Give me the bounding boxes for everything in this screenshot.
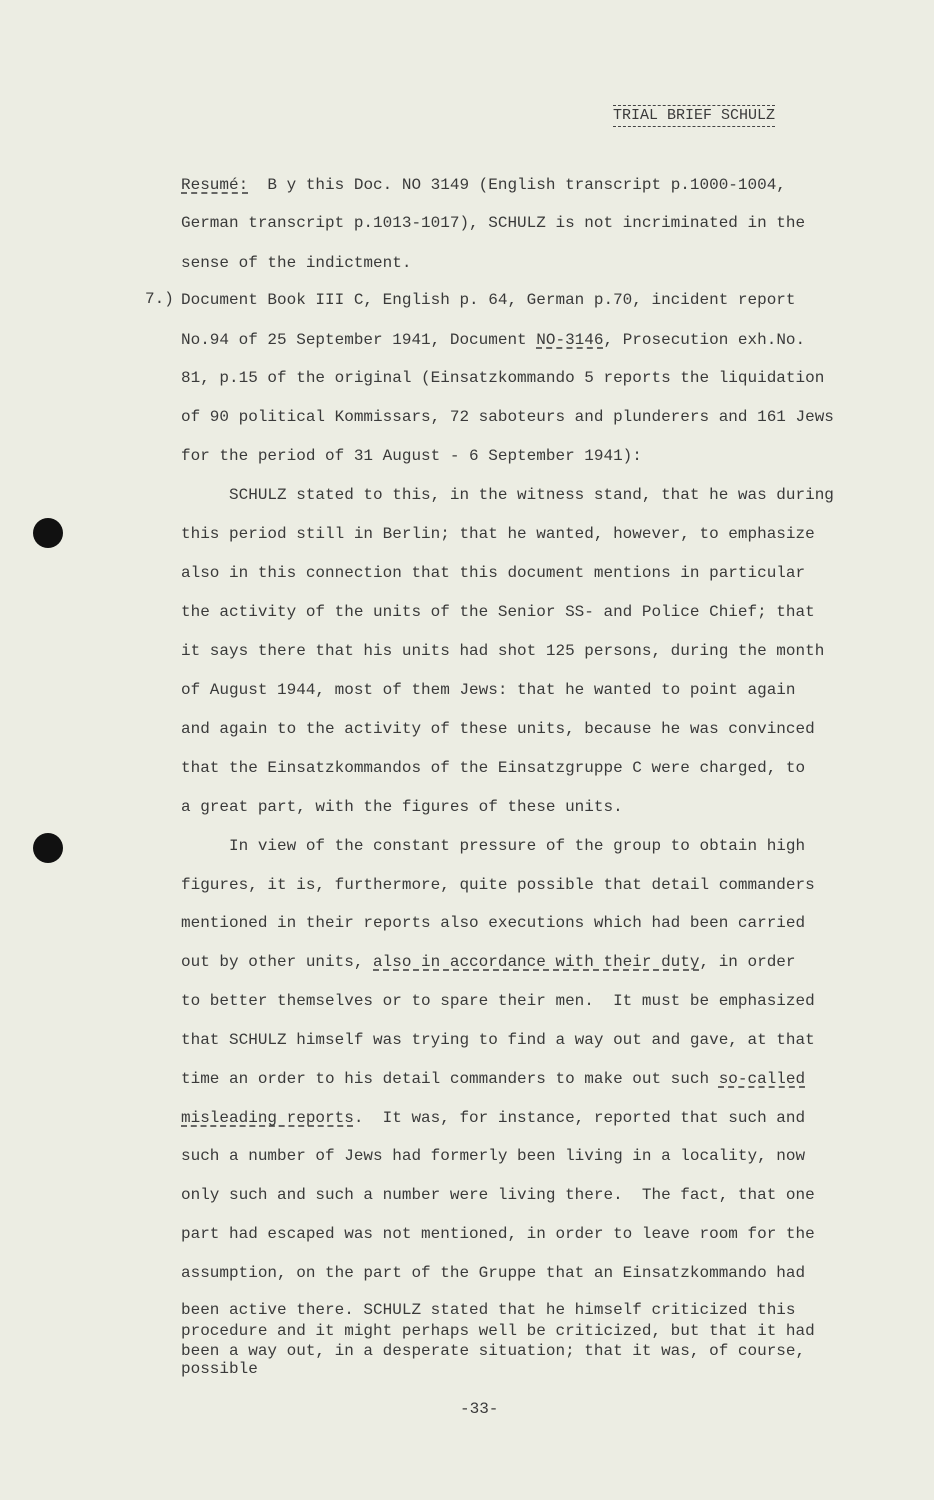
text-line: also in this connection that this document mentions in particular (181, 564, 806, 582)
text-line: In view of the constant pressure of the group to obtain high (181, 837, 806, 855)
text-line: part had escaped was not mentioned, in order to leave room for the (181, 1225, 815, 1243)
punch-hole (33, 518, 63, 548)
text-line: that the Einsatzkommandos of the Einsatzgruppe C were charged, to (181, 759, 806, 777)
text-line: Document Book III C, English p. 64, German p.70, incident report (181, 291, 796, 309)
text-line: Resumé: B y this Doc. NO 3149 (English transcript p.1000-1004, (181, 176, 786, 194)
text-line: 81, p.15 of the original (Einsatzkommando 5 reports the liquidation (181, 369, 825, 387)
page-number: -33- (460, 1400, 499, 1418)
text-line: German transcript p.1013-1017), SCHULZ is not incriminated in the (181, 214, 806, 232)
text-line: No.94 of 25 September 1941, Document NO-3146, Prosecution exh.No. (181, 331, 806, 349)
text-line: it says there that his units had shot 125 persons, during the month (181, 642, 825, 660)
underlined-text: misleading reports (181, 1109, 354, 1127)
text-line: for the period of 31 August - 6 September 1941): (181, 447, 642, 465)
text-line: to better themselves or to spare their men. It must be emphasized (181, 992, 815, 1010)
text-line: of August 1944, most of them Jews: that he wanted to point again (181, 681, 796, 699)
text-line: SCHULZ stated to this, in the witness stand, that he was during (181, 486, 834, 504)
text-line: possible (181, 1360, 258, 1378)
text-line: time an order to his detail commanders to make out such so-called (181, 1070, 806, 1088)
text-line: of 90 political Kommissars, 72 saboteurs and plunderers and 161 Jews (181, 408, 834, 426)
text-line: such a number of Jews had formerly been living in a locality, now (181, 1147, 806, 1165)
underlined-text: so-called (718, 1070, 806, 1088)
underlined-text: also in accordance with their duty (373, 953, 700, 971)
text-line: a great part, with the figures of these units. (181, 798, 623, 816)
text-line: and again to the activity of these units, because he was convinced (181, 720, 815, 738)
underlined-text: NO-3146 (536, 331, 604, 349)
document-header: TRIAL BRIEF SCHULZ (613, 105, 775, 127)
text-line: assumption, on the part of the Gruppe that an Einsatzkommando had (181, 1264, 806, 1282)
text-line: the activity of the units of the Senior SS- and Police Chief; that (181, 603, 815, 621)
punch-hole (33, 833, 63, 863)
text-line: been a way out, in a desperate situation; that it was, of course, (181, 1342, 806, 1360)
text-line: this period still in Berlin; that he wanted, however, to emphasize (181, 525, 815, 543)
text-line: procedure and it might perhaps well be criticized, but that it had (181, 1322, 815, 1340)
text-line: that SCHULZ himself was trying to find a way out and gave, at that (181, 1031, 815, 1049)
text-line: out by other units, also in accordance with their duty, in order (181, 953, 796, 971)
underlined-text: Resumé: (181, 176, 249, 194)
text-line: sense of the indictment. (181, 254, 412, 272)
text-line: mentioned in their reports also executions which had been carried (181, 914, 806, 932)
text-line: misleading reports. It was, for instance, reported that such and (181, 1109, 806, 1127)
text-line: only such and such a number were living there. The fact, that one (181, 1186, 815, 1204)
text-line: figures, it is, furthermore, quite possible that detail commanders (181, 876, 815, 894)
text-line: been active there. SCHULZ stated that he himself criticized this (181, 1301, 796, 1319)
item-number: 7.) (145, 290, 174, 308)
